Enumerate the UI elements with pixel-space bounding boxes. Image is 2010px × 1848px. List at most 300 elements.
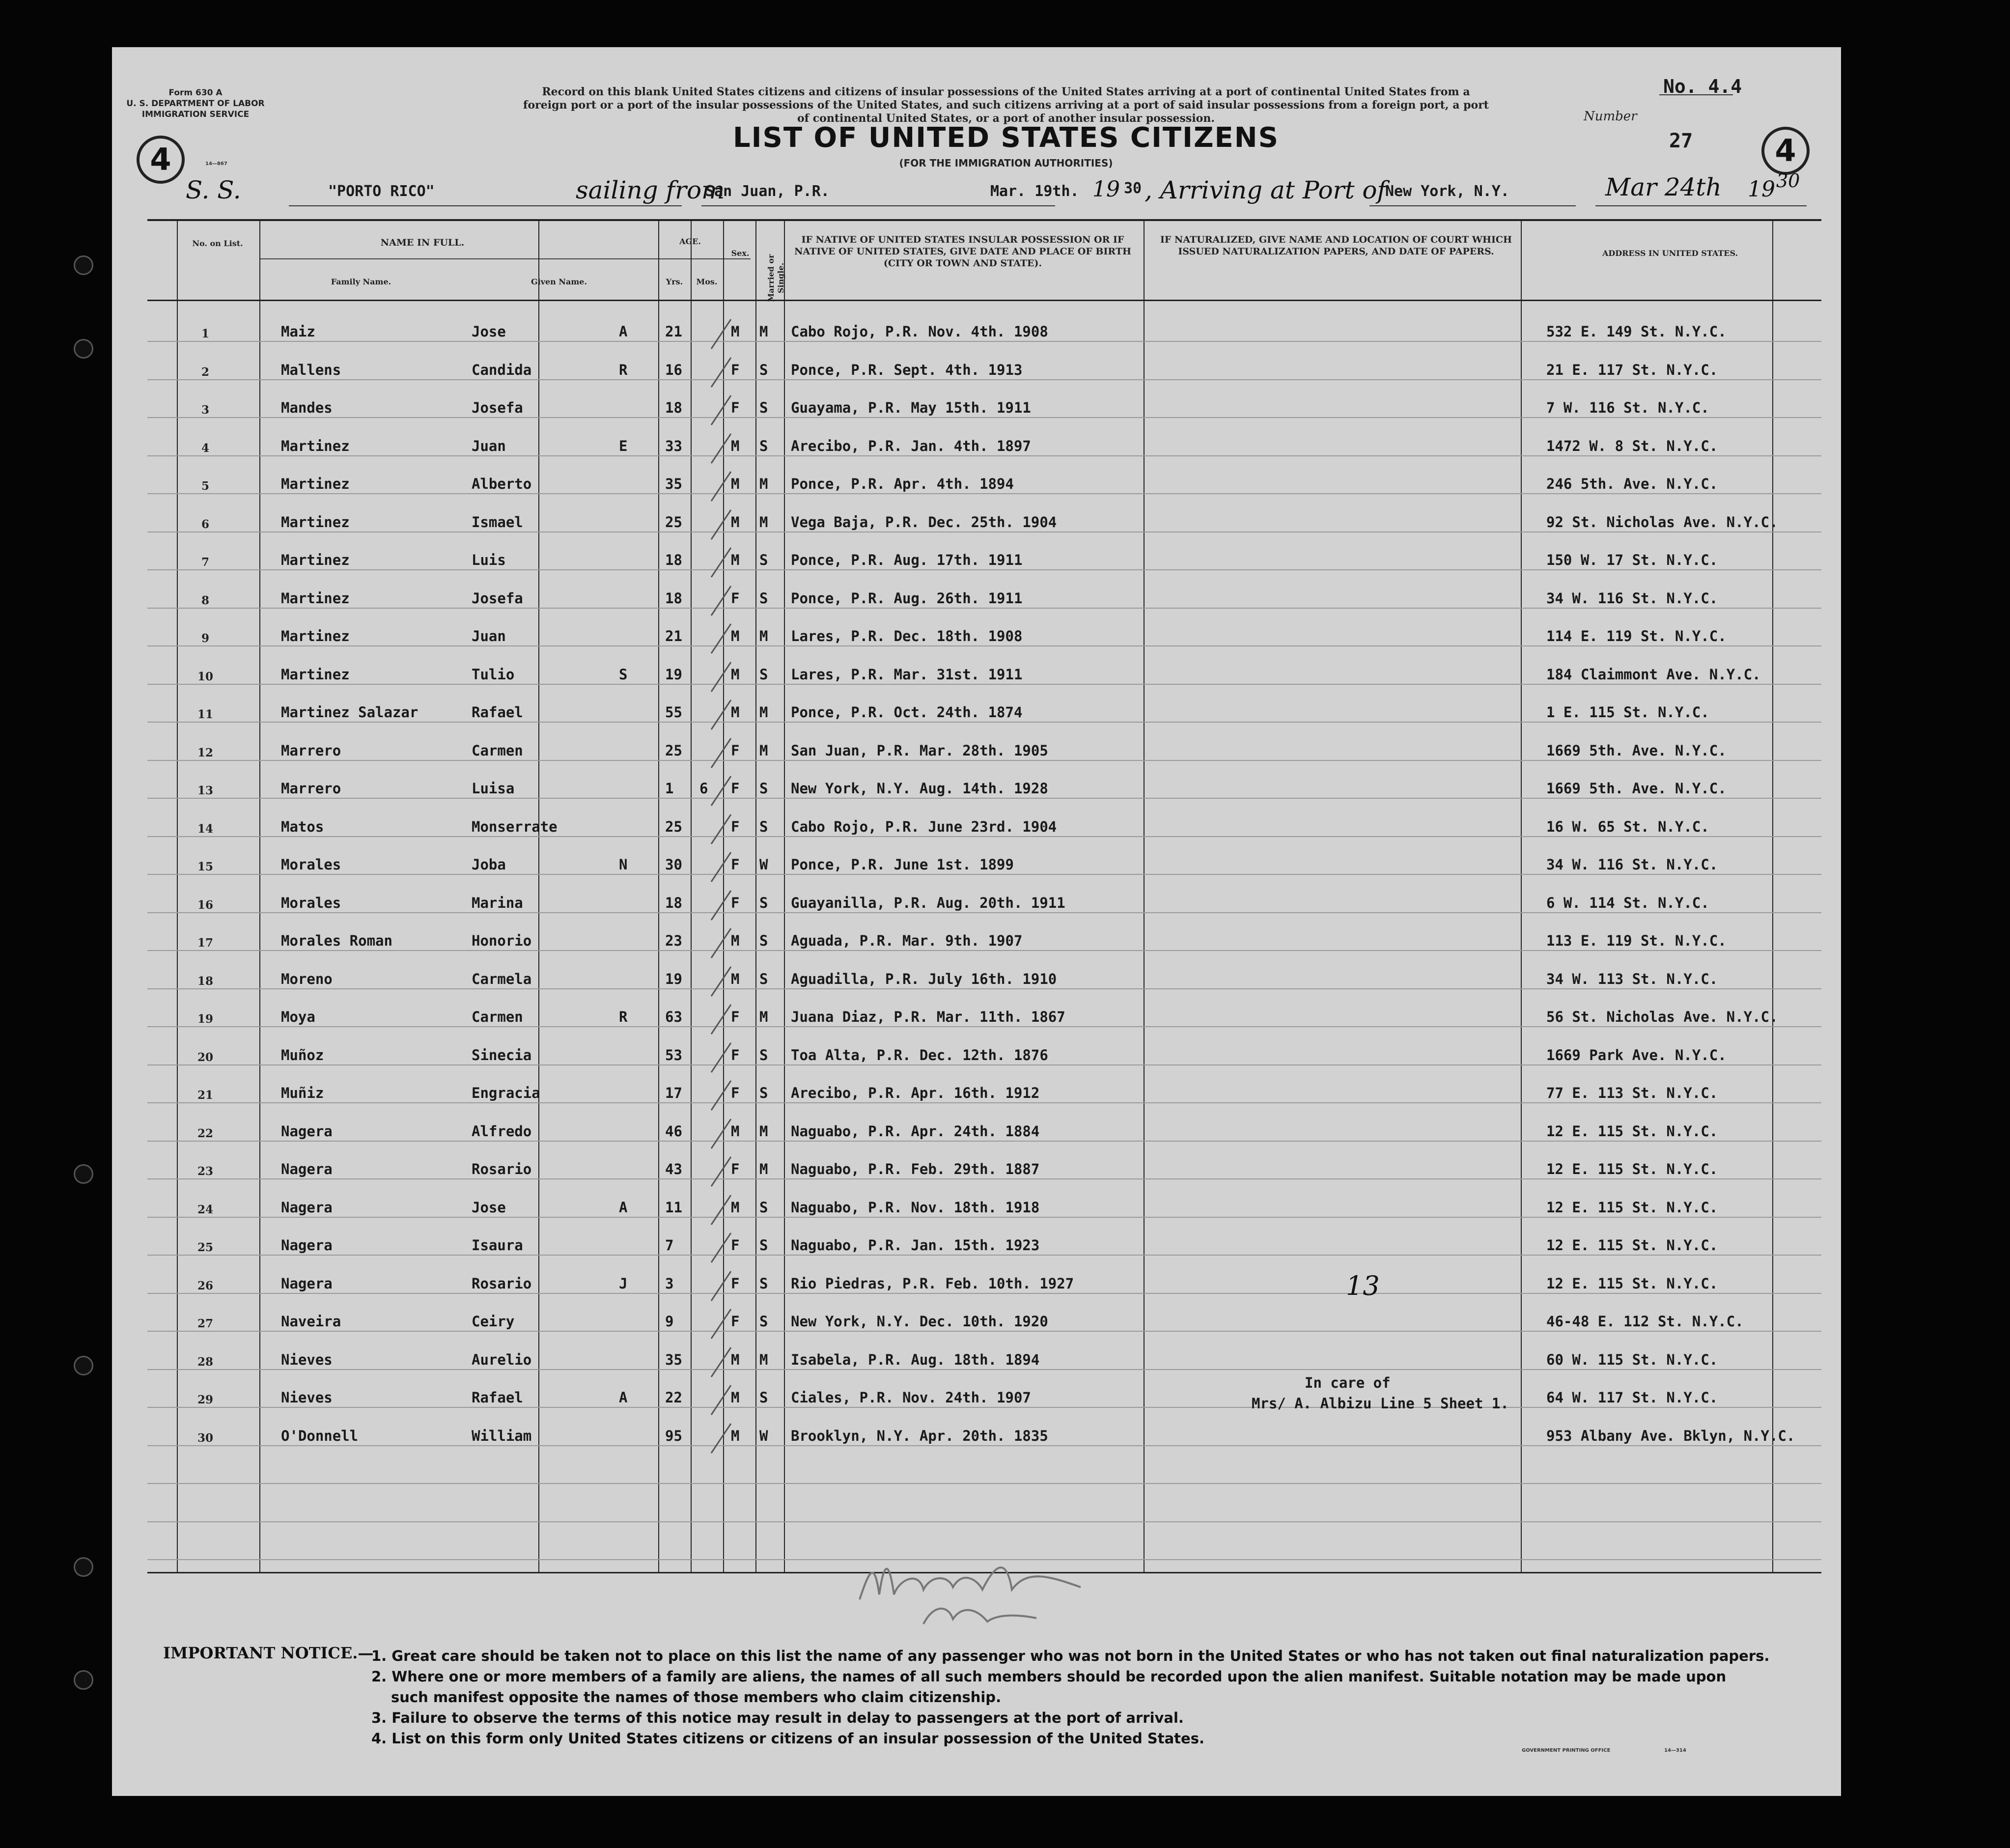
given-name: Juan [472,628,506,644]
family-name: Morales Roman [281,932,392,949]
age-years: 7 [665,1237,674,1254]
sail-date: Mar. 19th. [990,183,1079,200]
family-name: Martinez [281,437,350,454]
given-name: Juan [472,437,506,454]
row-number: 20 [197,1050,213,1064]
marital-status: W [759,1427,768,1444]
family-name: Maiz [281,323,315,340]
given-name: Alfredo [472,1122,532,1140]
age-years: 18 [665,589,682,607]
age-years: 19 [665,970,682,987]
row-number: 22 [197,1126,213,1140]
us-address: 12 E. 115 St. N.Y.C. [1546,1275,1718,1292]
table-row [147,1226,1821,1264]
table-row [147,655,1821,694]
family-name: Nagera [281,1237,333,1254]
age-years: 21 [665,323,682,340]
family-name: Nagera [281,1161,333,1177]
marital-status: S [759,818,768,835]
table-top-rule [147,219,1821,221]
family-name: Martinez [281,476,350,492]
row-number: 11 [197,708,213,721]
sex: F [731,1008,740,1025]
marital-status: S [759,361,768,378]
age-months: 6 [699,780,708,797]
row-number: 13 [197,784,213,797]
birth-place-date: Naguabo, P.R. Feb. 29th. 1887 [791,1161,1040,1177]
birth-place-date: Cabo Rojo, P.R. Nov. 4th. 1908 [791,323,1048,340]
family-name: Matos [281,818,324,835]
us-address: 246 5th. Ave. N.Y.C. [1546,476,1718,492]
marital-status: S [759,1085,768,1101]
table-row [147,617,1821,655]
header-yrs: Yrs. [666,277,683,286]
check-tick-mark [706,734,736,773]
given-initial: A [619,323,628,340]
birth-place-date: Toa Alta, P.R. Dec. 12th. 1876 [791,1046,1048,1064]
marital-status: S [759,437,768,454]
age-years: 30 [665,856,682,873]
notice-item: 4. List on this form only United States citizens or citizens of an insular possession of the United States. [371,1730,1204,1747]
row-rule [147,1521,1821,1522]
birth-place-date: Ponce, P.R. Aug. 26th. 1911 [791,589,1023,607]
check-tick-mark [706,1229,736,1267]
birth-place-date: Arecibo, P.R. Apr. 16th. 1912 [791,1085,1040,1101]
binding-hole [74,255,93,275]
us-address: 12 E. 115 St. N.Y.C. [1546,1237,1718,1254]
notice-label: IMPORTANT NOTICE.— [163,1644,374,1662]
given-name: Jose [472,1199,506,1216]
age-years: 23 [665,932,682,949]
given-name: Carmen [472,1008,523,1025]
given-name: Rafael [472,1389,523,1406]
check-tick-mark [706,1115,736,1153]
header-given: Given Name. [530,277,587,286]
row-number: 30 [197,1431,213,1445]
family-name: Muñiz [281,1085,324,1101]
us-address: 16 W. 65 St. N.Y.C. [1546,818,1709,835]
row-number: 27 [197,1317,213,1330]
marital-status: M [759,1122,768,1140]
birth-place-date: Ponce, P.R. Sept. 4th. 1913 [791,361,1023,378]
marital-status: M [759,513,768,531]
sex: M [731,1199,740,1216]
family-name: Moya [281,1008,315,1025]
intro-text [387,85,1625,125]
given-name: Rafael [472,704,523,721]
family-name: Nagera [281,1122,333,1140]
birth-place-date: Brooklyn, N.Y. Apr. 20th. 1835 [791,1427,1048,1444]
table-row [147,541,1821,579]
row-number: 2 [201,365,209,379]
check-tick-mark [706,506,736,544]
check-tick-mark [706,1267,736,1306]
form-number-line: Form 630 A [168,88,223,98]
us-address: 12 E. 115 St. N.Y.C. [1546,1161,1718,1177]
age-header-rule [589,258,675,259]
age-years: 43 [665,1161,682,1177]
us-address: 7 W. 116 St. N.Y.C. [1546,399,1709,416]
given-name: Tulio [472,666,515,683]
family-name: Marrero [281,780,341,797]
given-name: Engracia [472,1085,540,1101]
given-initial: R [619,1008,628,1025]
birth-place-date: Naguabo, P.R. Nov. 18th. 1918 [791,1199,1040,1216]
age-years: 17 [665,1085,682,1101]
ship-name: "PORTO RICO" [328,183,435,200]
table-row [147,1341,1821,1379]
notice-item: 2. Where one or more members of a family are aliens, the names of all such members should be recorded upon the alien manifest. Suitable notation may be made upon [371,1668,1727,1685]
list-number: No. 4.4 [1663,76,1742,97]
arrival-date-underline [1595,205,1807,206]
sex: F [731,589,740,607]
age-years: 25 [665,513,682,531]
given-initial: A [619,1199,628,1216]
sex: M [731,1122,740,1140]
sex: F [731,1237,740,1254]
family-name: Nieves [281,1351,333,1368]
sex: M [731,437,740,454]
check-tick-mark [706,696,736,734]
marital-status: S [759,399,768,416]
given-name: Candida [472,361,532,378]
us-address: 34 W. 116 St. N.Y.C. [1546,856,1718,873]
us-address: 92 St. Nicholas Ave. N.Y.C. [1546,513,1778,531]
arrival-port: New York, N.Y. [1385,183,1509,200]
sex: F [731,1313,740,1330]
family-name: Martinez [281,628,350,644]
age-years: 21 [665,628,682,644]
check-tick-mark [706,1077,736,1115]
sex: M [731,1389,740,1406]
marital-status: S [759,932,768,949]
given-name: William [472,1427,532,1444]
us-address: 12 E. 115 St. N.Y.C. [1546,1122,1718,1140]
row-number: 28 [197,1355,213,1369]
check-tick-mark [706,924,736,963]
sail-year-prefix: 19 [1092,177,1120,202]
given-name: Luisa [472,780,515,797]
age-years: 63 [665,1008,682,1025]
sex: F [731,780,740,797]
check-tick-mark [706,1344,736,1382]
arriving-label: , Arriving at Port of [1145,176,1387,204]
given-name: Carmen [472,742,523,759]
circled-number-right: 4 [1761,127,1810,175]
us-address: 953 Albany Ave. Bklyn, N.Y.C. [1546,1427,1795,1444]
binding-hole [74,1164,93,1184]
age-years: 33 [665,437,682,454]
birth-place-date: Isabela, P.R. Aug. 18th. 1894 [791,1351,1040,1368]
marital-status: M [759,742,768,759]
check-tick-mark [706,582,736,620]
birth-place-date: New York, N.Y. Aug. 14th. 1928 [791,780,1048,797]
age-years: 95 [665,1427,682,1444]
marital-status: M [759,628,768,644]
family-name: Morales [281,894,341,911]
check-tick-mark [706,392,736,430]
check-tick-mark [706,430,736,468]
given-name: Sinecia [472,1046,532,1064]
table-row [147,427,1821,465]
family-name: Muñoz [281,1046,324,1064]
header-naturalized: IF NATURALIZED, GIVE NAME AND LOCATION OF COURT WHICH ISSUED NATURALIZATION PAPERS, AND DATE OF PAPERS. [1160,234,1512,257]
check-tick-mark [706,811,736,849]
row-number: 24 [197,1203,213,1216]
marital-status: S [759,1275,768,1292]
marital-status: S [759,1237,768,1254]
us-address: 1 E. 115 St. N.Y.C. [1546,704,1709,721]
given-name: Josefa [472,399,523,416]
intro-line: of continental United States, or a port of another insular possession. [797,112,1215,125]
row-number: 23 [197,1165,213,1178]
sex: M [731,1427,740,1444]
row-number: 5 [201,479,209,493]
age-years: 25 [665,742,682,759]
table-row [147,465,1821,503]
sex: F [731,399,740,416]
from-underline [701,205,1055,206]
birth-place-date: San Juan, P.R. Mar. 28th. 1905 [791,742,1048,759]
row-number: 15 [197,860,213,873]
age-years: 18 [665,552,682,568]
check-tick-mark [706,963,736,1001]
table-row [147,1112,1821,1150]
binding-hole [74,1356,93,1375]
sex: M [731,323,740,340]
name-header-rule [259,258,751,259]
row-number: 18 [197,974,213,988]
age-years: 35 [665,1351,682,1368]
check-tick-mark [706,772,736,811]
marital-status: S [759,1389,768,1406]
us-address: 60 W. 115 St. N.Y.C. [1546,1351,1718,1368]
table-row [147,351,1821,389]
us-address: 21 E. 117 St. N.Y.C. [1546,361,1718,378]
handwritten-13: 13 [1346,1270,1380,1301]
manifest-table [147,219,1821,1573]
row-number: 7 [201,556,209,569]
page-subtitle: (FOR THE IMMIGRATION AUTHORITIES) [899,157,1113,169]
given-initial: A [619,1389,628,1406]
birth-place-date: Vega Baja, P.R. Dec. 25th. 1904 [791,513,1057,531]
us-address: 6 W. 114 St. N.Y.C. [1546,894,1709,911]
given-name: Joba [472,856,506,873]
gpo-code-top: 14—867 [205,161,227,167]
age-years: 22 [665,1389,682,1406]
sex: M [731,476,740,492]
sex: F [731,1046,740,1064]
sex: M [731,552,740,568]
sex: M [731,1351,740,1368]
marital-status: M [759,1351,768,1368]
sex: F [731,818,740,835]
marital-status: S [759,666,768,683]
check-tick-mark [706,354,736,392]
marital-status: S [759,894,768,911]
check-tick-mark [706,887,736,925]
sex: F [731,856,740,873]
check-tick-mark [706,658,736,697]
given-name: Isaura [472,1237,523,1254]
birth-place-date: Guayama, P.R. May 15th. 1911 [791,399,1031,416]
age-years: 3 [665,1275,674,1292]
notice-items [371,1646,1769,1749]
given-initial: R [619,361,628,378]
row-number: 25 [197,1241,213,1254]
marital-status: M [759,704,768,721]
marital-status: S [759,780,768,797]
table-row [147,389,1821,427]
table-row [147,1036,1821,1074]
row-number: 3 [201,403,209,417]
given-name: Josefa [472,589,523,607]
given-name: Honorio [472,932,532,949]
table-row [147,998,1821,1036]
table-row [147,769,1821,808]
row-number: 1 [201,327,209,340]
page-title: LIST OF UNITED STATES CITIZENS [733,122,1279,154]
us-address: 1669 5th. Ave. N.Y.C. [1546,780,1727,797]
sail-year-suffix: 30 [1124,180,1142,197]
given-name: Alberto [472,476,532,492]
age-years: 46 [665,1122,682,1140]
check-tick-mark [706,1305,736,1344]
row-number: 29 [197,1393,213,1406]
birth-place-date: Ponce, P.R. Apr. 4th. 1894 [791,476,1014,492]
table-row [147,845,1821,884]
sex: M [731,704,740,721]
marital-status: S [759,1199,768,1216]
check-tick-mark [706,848,736,887]
birth-place-date: Ciales, P.R. Nov. 24th. 1907 [791,1389,1031,1406]
birth-place-date: New York, N.Y. Dec. 10th. 1920 [791,1313,1048,1330]
inspector-signature [850,1540,1086,1641]
notice-item: 1. Great care should be taken not to place on this list the name of any passenger who was not born in the United States or who has not taken out final naturalization papers. [371,1648,1770,1664]
header-sex: Sex. [731,249,750,258]
given-initial: N [619,856,628,873]
given-name: Monserrate [472,818,558,835]
table-row [147,960,1821,998]
family-name: O'Donnell [281,1427,359,1444]
arrival-year-prefix: 19 [1748,177,1775,202]
header-bottom-rule [147,300,1821,301]
header-birth: IF NATIVE OF UNITED STATES INSULAR POSSESSION OR IF NATIVE OF UNITED STATES, GIVE DATE AND PLACE OF BIRTH (CITY OR TOWN AND STATE). [794,234,1131,269]
family-name: Martinez [281,589,350,607]
table-row [147,808,1821,846]
given-initial: S [619,666,628,683]
row-number: 6 [201,517,209,531]
marital-status: S [759,1313,768,1330]
row-number: 14 [197,822,213,836]
binding-hole [74,339,93,359]
us-address: 1472 W. 8 St. N.Y.C. [1546,437,1718,454]
birth-place-date: Ponce, P.R. Oct. 24th. 1874 [791,704,1023,721]
marital-status: M [759,323,768,340]
form-number [122,87,269,120]
family-name: Martinez Salazar [281,704,419,721]
table-row [147,922,1821,960]
table-row [147,731,1821,770]
age-years: 19 [665,666,682,683]
family-name: Nagera [281,1199,333,1216]
us-address: 114 E. 119 St. N.Y.C. [1546,628,1727,644]
row-number: 17 [197,936,213,950]
sex: M [731,932,740,949]
notice-item: such manifest opposite the names of those members who claim citizenship. [391,1689,1002,1706]
header-address: ADDRESS IN UNITED STATES. [1602,249,1738,258]
check-tick-mark [706,468,736,506]
table-row [147,579,1821,617]
family-name: Nagera [281,1275,333,1292]
row-number: 12 [197,746,213,759]
row-number: 21 [197,1089,213,1102]
care-of-line2: Mrs/ A. Albizu Line 5 Sheet 1. [1252,1395,1509,1412]
us-address: 64 W. 117 St. N.Y.C. [1546,1389,1718,1406]
gpo-footer: GOVERNMENT PRINTING OFFICE [1522,1748,1611,1753]
notice-item: 3. Failure to observe the terms of this notice may result in delay to passengers at the port of arrival. [371,1709,1184,1726]
marital-status: S [759,552,768,568]
check-tick-mark [706,1420,736,1458]
given-name: Carmela [472,970,532,987]
sex: F [731,361,740,378]
us-address: 34 W. 116 St. N.Y.C. [1546,589,1718,607]
marital-status: S [759,970,768,987]
marital-status: S [759,589,768,607]
family-name: Martinez [281,513,350,531]
check-tick-mark [706,1001,736,1039]
row-number: 4 [201,441,209,455]
given-name: Marina [472,894,523,911]
birth-place-date: Ponce, P.R. June 1st. 1899 [791,856,1014,873]
marital-status: M [759,476,768,492]
birth-place-date: Rio Piedras, P.R. Feb. 10th. 1927 [791,1275,1074,1292]
form-number-line: U. S. DEPARTMENT OF LABOR [126,99,265,109]
given-initial: J [619,1275,628,1292]
age-years: 35 [665,476,682,492]
sex: F [731,1085,740,1101]
arrival-underline [1369,205,1576,206]
marital-status: W [759,856,768,873]
family-name: Morales [281,856,341,873]
manifest-sheet [112,47,1841,1796]
us-address: 113 E. 119 St. N.Y.C. [1546,932,1727,949]
birth-place-date: Aguadilla, P.R. July 16th. 1910 [791,970,1057,987]
given-name: Jose [472,323,506,340]
circled-number-left: 4 [137,136,185,184]
given-name: Luis [472,552,506,568]
row-rule [147,1483,1821,1484]
row-number: 10 [197,670,213,683]
us-address: 184 Claimmont Ave. N.Y.C. [1546,666,1761,683]
row-number: 16 [197,898,213,912]
family-name: Marrero [281,742,341,759]
check-tick-mark [706,315,736,354]
us-address: 46-48 E. 112 St. N.Y.C. [1546,1313,1744,1330]
sex: F [731,1275,740,1292]
sex: M [731,970,740,987]
table-row [147,1150,1821,1188]
marital-status: S [759,1046,768,1064]
age-years: 11 [665,1199,682,1216]
table-row [147,693,1821,731]
birth-place-date: Cabo Rojo, P.R. June 23rd. 1904 [791,818,1057,835]
table-row [147,1417,1821,1455]
care-of-line1: In care of [1305,1374,1391,1391]
birth-place-date: Aguada, P.R. Mar. 9th. 1907 [791,932,1023,949]
row-number: 9 [201,632,209,645]
age-years: 1 [665,780,674,797]
